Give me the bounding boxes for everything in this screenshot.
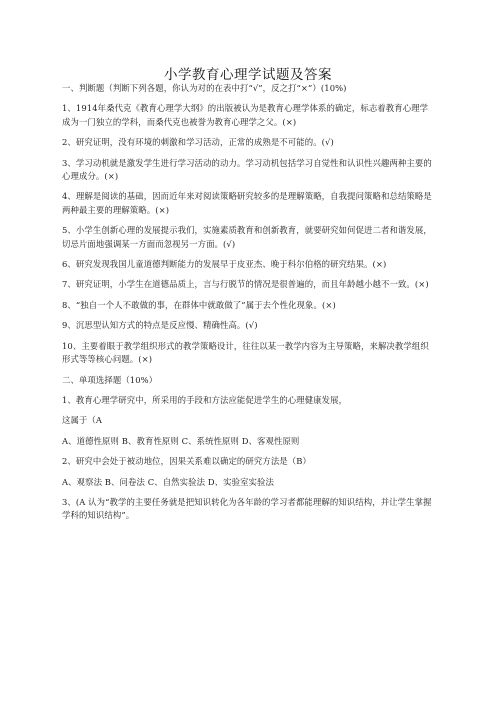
question-item: 6、研究发现我国儿童道德判断能力的发展早于皮亚杰、晚于科尔伯格的研究结果。(×) (62, 259, 387, 270)
answer-options: A、观察法 B、问卷法 C、自然实验法 D、实验室实验法 (62, 476, 274, 487)
question-item: 2、研究证明，没有环境的刺激和学习活动，正常的成熟是不可能的。(√) (62, 137, 334, 148)
question-item: 3、学习动机就是激发学生进行学习活动的动力。学习动机包括学习自觉性和认识性兴趣两种主要的心理成分。(×) (62, 157, 432, 182)
question-item: 5、小学生创新心理的发展提示我们，实施素质教育和创新教育，就要研究如何促进二者和谐发展，切忌片面地强调某一方面而忽视另一方面。(√) (62, 225, 432, 249)
question-item: 1、教育心理学研究中，所采用的手段和方法应能促进学生的心理健康发展， (62, 394, 348, 405)
question-item: 4、理解是阅读的基础，因而近年来对阅读策略研究较多的是理解策略，自我提问策略和总结策略是两种最主要的理解策略。(×) (62, 191, 432, 215)
answer-options: A、道德性原则 B、教育性原则 C、系统性原则 D、客观性原则 (62, 435, 300, 446)
document-title: 小学教育心理学试题及答案 (164, 67, 332, 83)
section-heading-single-choice: 二、单项选择题（10%） (62, 374, 158, 385)
question-item: 9、沉思型认知方式的特点是反应慢、精确性高。(√) (62, 320, 258, 331)
section-heading-judgment: 一、判断题（判断下列各题，你认为对的在表中打“√”，反之打“×”）(10%) (62, 83, 347, 93)
question-item: 8、“独自一个人不敢做的事，在群体中就敢做了”属于去个性化现象。(×) (62, 299, 336, 310)
question-item: 10、主要着眼于教学组织形式的教学策略设计，往往以某一教学内容为主导策略，来解决教学组织形式等等核心问题。(×) (62, 340, 429, 365)
question-item: 2、研究中会处于被动地位，因果关系难以确定的研究方法是（B） (62, 456, 311, 467)
question-item: 这属于（A (62, 415, 103, 426)
document-body (62, 82, 434, 529)
question-item: 3、(A 认为“教学的主要任务就是把知识转化为各年龄的学习者都能理解的知识结构，并让学生掌握学科的知识结构”。 (62, 496, 432, 521)
question-item: 7、研究证明，小学生在道德品质上，言与行脱节的情况是很普遍的，而且年龄越小越不一致。(×) (62, 279, 429, 290)
question-item: 1、1914年桑代克《教育心理学大纲》的出版被认为是教育心理学体系的确定，标志着教育心理学成为一门独立的学科，而桑代克也被誉为教育心理学之父。(×) (62, 103, 429, 127)
